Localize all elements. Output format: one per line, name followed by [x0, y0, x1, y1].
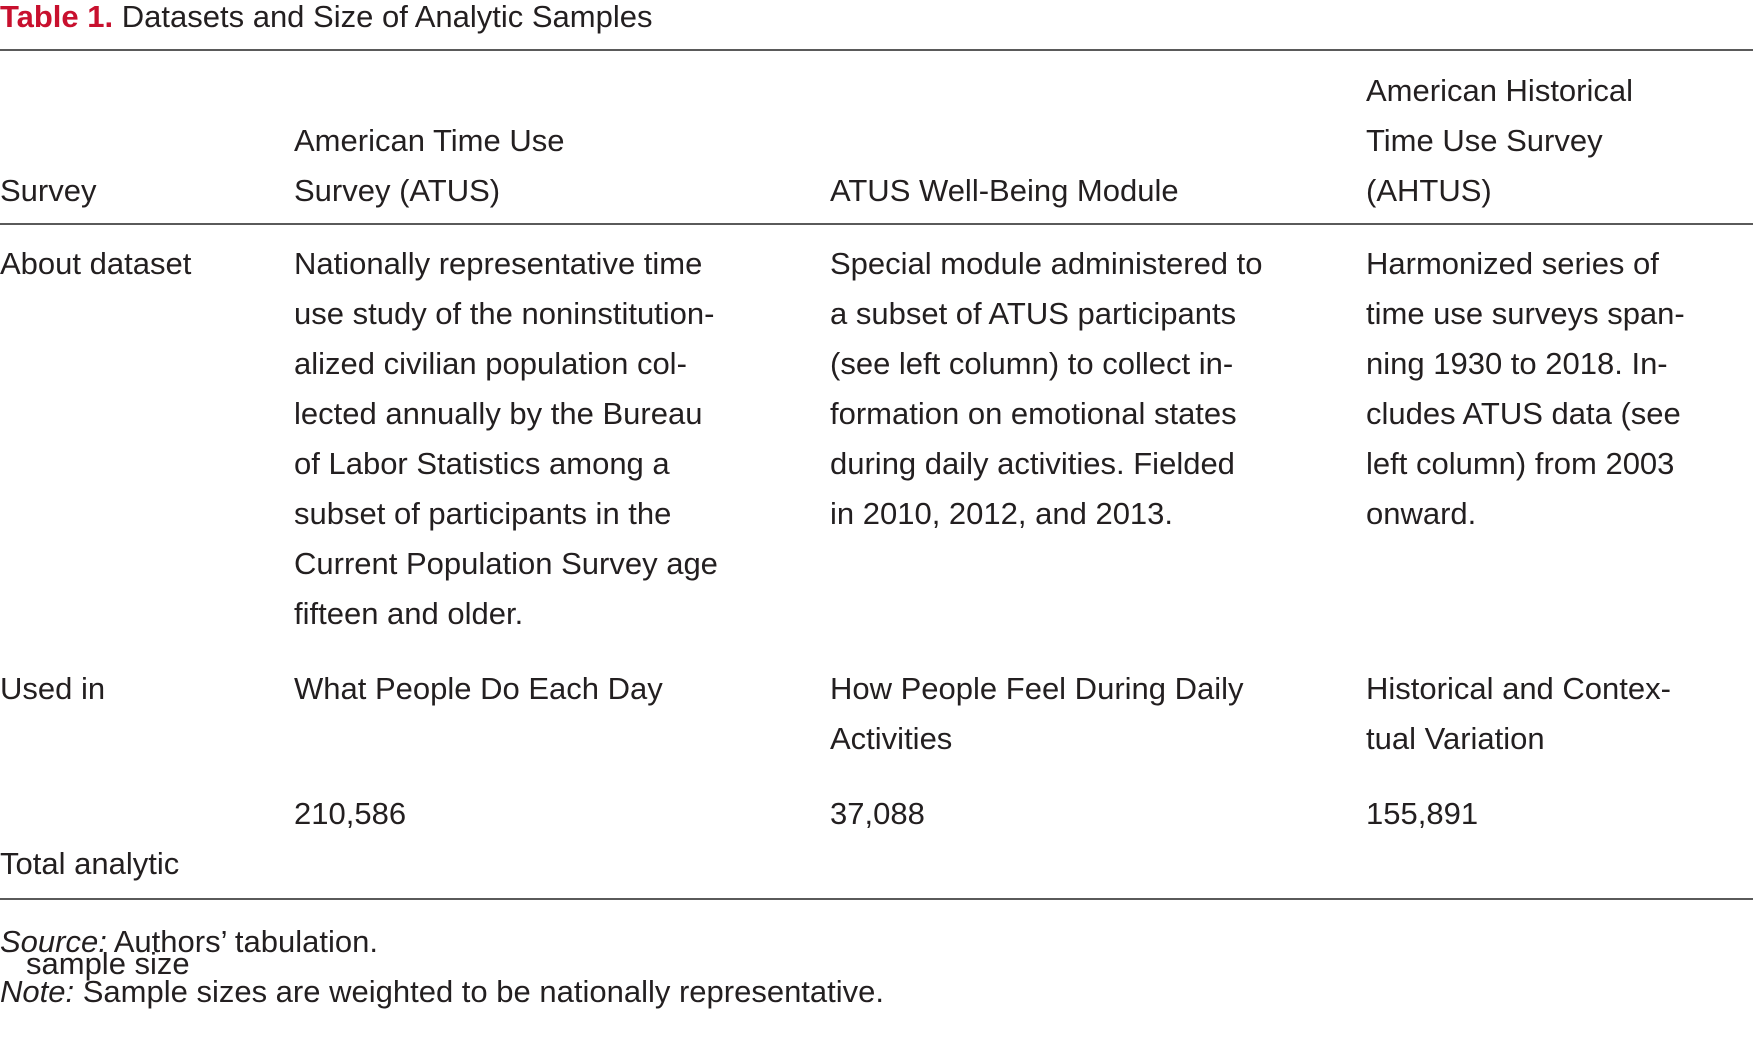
header-wellbeing-text: ATUS Well-Being Module — [830, 173, 1179, 208]
sample-note — [0, 967, 1753, 1017]
source-text: Authors’ tabulation. — [106, 924, 378, 959]
row-total-atus: 210,586 — [294, 796, 407, 831]
top-rule — [0, 49, 1753, 51]
source-note — [0, 917, 1753, 967]
row-total-label-line1: Total analytic — [0, 846, 180, 881]
source-key: Source: — [0, 924, 107, 959]
table-caption — [0, 0, 1753, 40]
row-total-label-line2: sample size — [26, 946, 190, 981]
header-survey-text: Survey — [0, 173, 97, 208]
header-ahtus — [1366, 66, 1753, 216]
row-used-label: Used in — [0, 671, 106, 706]
caption-title: Datasets and Size of Analytic Samples — [113, 0, 653, 34]
row-total-wellbeing: 37,088 — [830, 796, 925, 831]
header-survey — [0, 66, 270, 216]
row-about-wellbeing: Special module administered to a subset of ATUS participants (see left column) to collect in- formation on emotional states during daily activities. Fielded in 2010, 2012, and 2013. — [830, 246, 1263, 531]
row-total-ahtus: 155,891 — [1366, 796, 1479, 831]
header-rule — [0, 223, 1753, 225]
row-used-ahtus: Historical and Contex- tual Variation — [1366, 671, 1671, 756]
caption-label: Table 1. — [0, 0, 114, 34]
note-key: Note: — [0, 974, 75, 1009]
row-about-atus: Nationally representative time use study of the noninstitution- alized civilian population col- lected annually by the Bureau of Labor Statistics among a subset of participants in the Current Population Survey age fifteen and older. — [294, 246, 718, 631]
header-atus-text: American Time Use Survey (ATUS) — [294, 123, 565, 208]
row-about-label: About dataset — [0, 246, 192, 281]
note-text: Sample sizes are weighted to be nationally representative. — [74, 974, 885, 1009]
header-ahtus-text: American Historical Time Use Survey (AHTUS) — [1366, 73, 1634, 208]
row-used-wellbeing: How People Feel During Daily Activities — [830, 671, 1244, 756]
table-notes — [0, 917, 1753, 1017]
row-used-atus: What People Do Each Day — [294, 671, 663, 706]
header-atus — [294, 66, 804, 216]
row-about-ahtus: Harmonized series of time use surveys span- ning 1930 to 2018. In- cludes ATUS data (see left column) from 2003 onward. — [1366, 246, 1685, 531]
bottom-rule — [0, 898, 1753, 900]
header-wellbeing — [830, 66, 1350, 216]
